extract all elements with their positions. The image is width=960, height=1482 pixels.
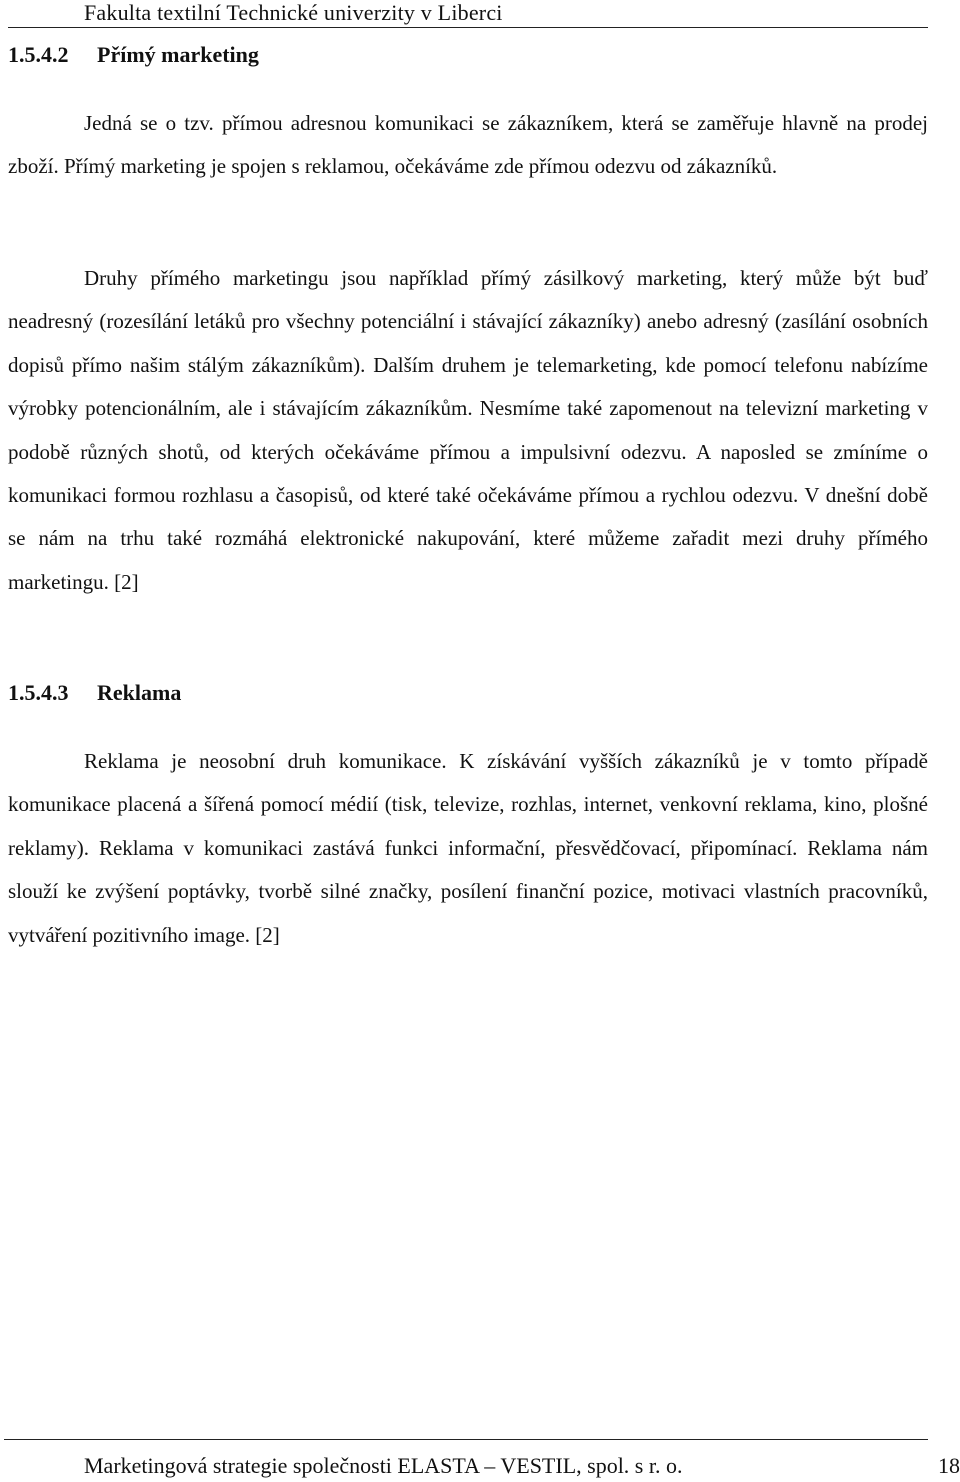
header-title: Fakulta textilní Technické univerzity v Liberci bbox=[84, 0, 503, 25]
section-number: 1.5.4.2 bbox=[8, 42, 69, 67]
section-number: 1.5.4.3 bbox=[8, 680, 69, 705]
page-number: 18 bbox=[938, 1453, 960, 1478]
section-heading-direct-marketing bbox=[8, 41, 259, 69]
header-divider bbox=[8, 27, 928, 28]
footer-divider bbox=[4, 1439, 928, 1440]
footer-title: Marketingová strategie společnosti ELASTA – VESTIL, spol. s r. o. bbox=[84, 1453, 683, 1478]
paragraph-advertising: Reklama je neosobní druh komunikace. K získávání vyšších zákazníků je v tomto případě komunikace placená a šířená pomocí médií (tisk, televize, rozhlas, internet, venkovní reklama, kino, plošné reklamy). Reklama v komunikaci zastává funkci informační, přesvědčovací, připomínací. Reklama nám slouží ke zvýšení poptávky, tvorbě silné značky, posílení finanční pozice, motivaci vlastních pracovníků, vytváření pozitivního image. [2] bbox=[8, 749, 928, 947]
section-title: Reklama bbox=[97, 680, 182, 705]
section-heading-advertising bbox=[8, 679, 181, 707]
section-title: Přímý marketing bbox=[97, 42, 259, 67]
paragraph-direct-marketing-types: Druhy přímého marketingu jsou například přímý zásilkový marketing, který může být buď neadresný (rozesílání letáků pro všechny potenciální i stávající zákazníky) anebo adresný (zasílání osobních dopisů přímo našim stálým zákazníkům). Dalším druhem je telemarketing, kde pomocí telefonu nabízíme výrobky potencionálním, ale i stávajícím zákazníkům. Nesmíme také zapomenout na televizní marketing v podobě různých shotů, od kterých očekáváme přímou a impulsivní odezvu. A naposled se zmíníme o komunikaci formou rozhlasu a časopisů, od které také očekáváme přímou a rychlou odezvu. V dnešní době se nám na trhu také rozmáhá elektronické nakupování, které můžeme zařadit mezi druhy přímého marketingu. [2] bbox=[8, 266, 928, 594]
paragraph-direct-marketing-intro: Jedná se o tzv. přímou adresnou komunikaci se zákazníkem, která se zaměřuje hlavně na prodej zboží. Přímý marketing je spojen s reklamou, očekáváme zde přímou odezvu od zákazníků. bbox=[8, 111, 928, 179]
